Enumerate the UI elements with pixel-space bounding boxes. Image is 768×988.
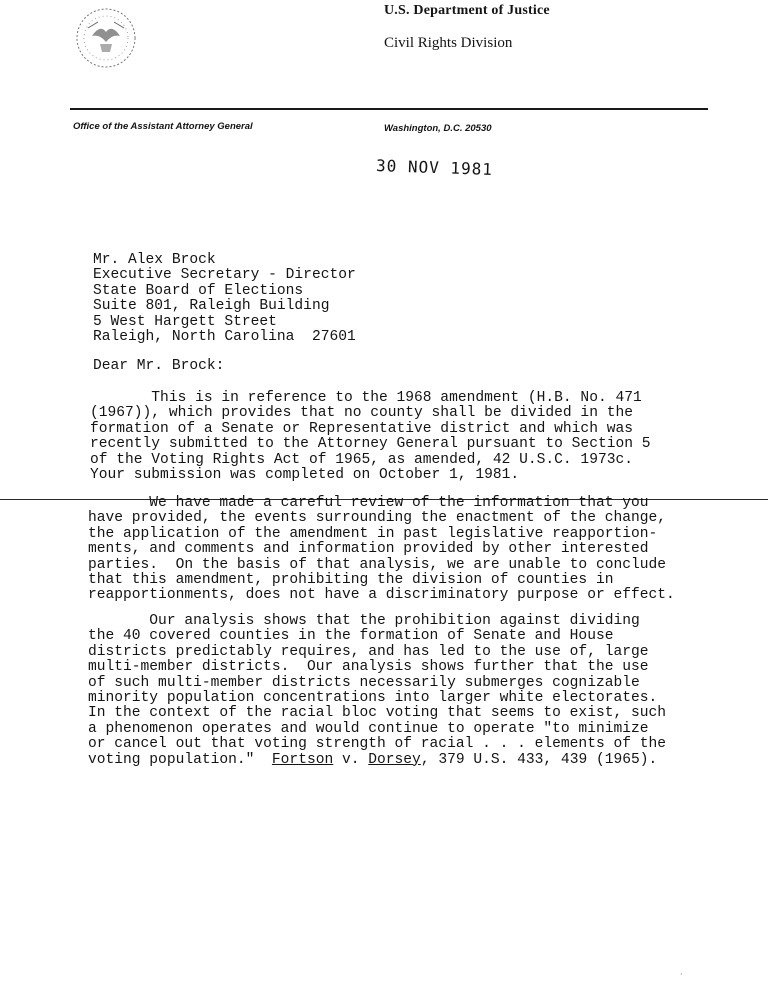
case-name-fortson: Fortson bbox=[271, 751, 334, 768]
citation-versus: v. bbox=[333, 751, 369, 768]
paragraph-line: Your submission was completed on October 1, 1981. bbox=[90, 467, 520, 484]
city-line: Washington, D.C. 20530 bbox=[384, 123, 492, 134]
paragraph-line: minority population concentrations into larger white electorates. bbox=[88, 690, 658, 707]
paragraph-line: In the context of the racial bloc voting that seems to exist, such bbox=[88, 705, 667, 722]
paragraph-line: or cancel out that voting strength of racial . . . elements of the bbox=[88, 736, 667, 753]
paragraph-line: parties. On the basis of that analysis, we are unable to conclude bbox=[88, 556, 667, 573]
citation-prefix: voting population." bbox=[88, 751, 272, 768]
office-line: Office of the Assistant Attorney General bbox=[73, 121, 253, 132]
department-name: U.S. Department of Justice bbox=[384, 3, 550, 18]
paragraph-line: of the Voting Rights Act of 1965, as amended, 42 U.S.C. 1973c. bbox=[90, 451, 633, 468]
letterhead-rule bbox=[70, 108, 708, 110]
paragraph-line: the application of the amendment in past legislative reapportion- bbox=[88, 525, 658, 542]
case-name-dorsey: Dorsey bbox=[368, 751, 421, 768]
recipient-title: Executive Secretary - Director bbox=[93, 267, 356, 284]
citation-suffix: , 379 U.S. 433, 439 (1965). bbox=[420, 751, 658, 768]
paragraph-line: (1967)), which provides that no county shall be divided in the bbox=[90, 405, 633, 422]
recipient-city: Raleigh, North Carolina 27601 bbox=[93, 329, 356, 346]
paragraph-line: Our analysis shows that the prohibition against dividing bbox=[88, 613, 640, 629]
paragraph-line: This is in reference to the 1968 amendment (H.B. No. 471 bbox=[90, 390, 642, 406]
recipient-street: 5 West Hargett Street bbox=[93, 313, 277, 330]
paragraph-line: the 40 covered counties in the formation of Senate and House bbox=[88, 628, 614, 645]
paragraph-review bbox=[88, 496, 675, 604]
recipient-address bbox=[93, 253, 356, 345]
paragraph-line-citation bbox=[88, 753, 666, 768]
paragraph-line: have provided, the events surrounding the enactment of the change, bbox=[88, 510, 667, 527]
paragraph-line: recently submitted to the Attorney General pursuant to Section 5 bbox=[90, 436, 651, 453]
paragraph-line: We have made a careful review of the information that you bbox=[88, 495, 649, 511]
recipient-suite: Suite 801, Raleigh Building bbox=[93, 298, 330, 315]
paragraph-line: a phenomenon operates and would continue to operate "to minimize bbox=[88, 720, 649, 737]
paragraph-line: districts predictably requires, and has led to the use of, large bbox=[88, 643, 649, 660]
paragraph-line: that this amendment, prohibiting the division of counties in bbox=[88, 572, 614, 589]
recipient-organization: State Board of Elections bbox=[93, 282, 304, 299]
date-stamp: 30 NOV 1981 bbox=[375, 155, 494, 180]
paragraph-line: formation of a Senate or Representative district and which was bbox=[90, 420, 633, 437]
paragraph-line: of such multi-member districts necessarily submerges cognizable bbox=[88, 674, 640, 691]
paragraph-reference bbox=[90, 391, 651, 483]
recipient-name: Mr. Alex Brock bbox=[93, 252, 216, 268]
paragraph-analysis bbox=[88, 614, 666, 768]
doj-seal-icon bbox=[74, 6, 138, 70]
paragraph-line: ments, and comments and information provided by other interested bbox=[88, 541, 649, 558]
paragraph-line: multi-member districts. Our analysis shows further that the use bbox=[88, 659, 649, 676]
paragraph-line: reapportionments, does not have a discriminatory purpose or effect. bbox=[88, 587, 675, 604]
division-name: Civil Rights Division bbox=[384, 35, 513, 51]
scan-artifact: · bbox=[680, 970, 683, 979]
salutation: Dear Mr. Brock: bbox=[93, 358, 225, 374]
